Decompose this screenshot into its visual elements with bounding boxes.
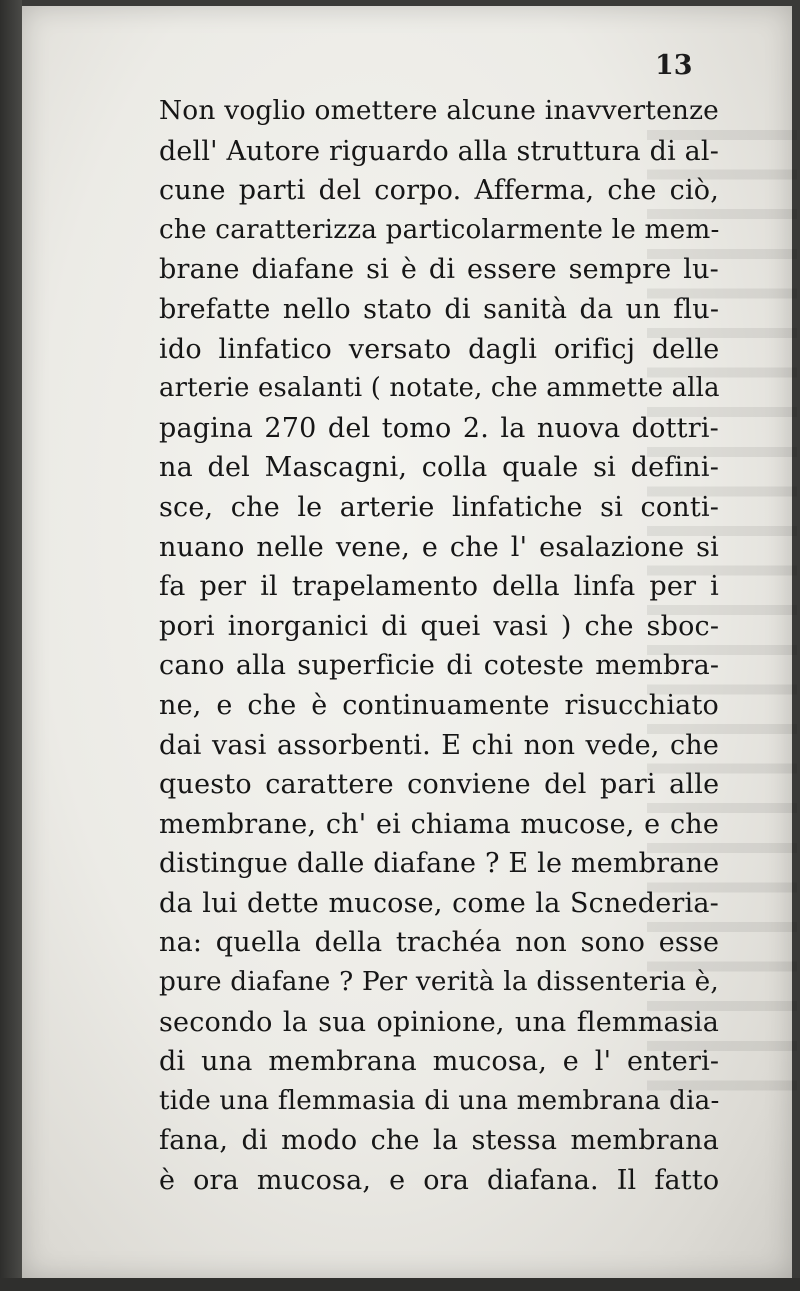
text-line: brane diafane si è di essere sempre lu- bbox=[159, 254, 719, 286]
text-line: na del Mascagni, colla quale si defini- bbox=[159, 452, 720, 484]
text-line: Non voglio omettere alcune inavvertenze bbox=[159, 96, 719, 126]
text-line: è ora mucosa, e ora diafana. Il fatto bbox=[159, 1165, 720, 1197]
text-line: cano alla superficie di coteste membra- bbox=[159, 650, 720, 682]
text-line: brefatte nello stato di sanità da un flu- bbox=[159, 293, 720, 325]
text-line: ne, e che è continuamente risucchiato bbox=[159, 689, 719, 721]
text-line: da lui dette mucose, come la Scnederia- bbox=[159, 887, 719, 919]
text-line: sce, che le arterie linfatiche si conti- bbox=[159, 491, 720, 523]
text-line: distingue dalle diafane ? E le membrane bbox=[159, 848, 720, 880]
text-line: pori inorganici di quei vasi ) che sboc- bbox=[159, 610, 720, 642]
book-page bbox=[22, 6, 792, 1278]
page-edge-bottom bbox=[0, 1278, 800, 1291]
text-line: tide una flemmasia di una membrana dia- bbox=[159, 1085, 720, 1116]
text-line: membrane, ch' ei chiama mucose, e che bbox=[159, 808, 720, 840]
text-line: nuano nelle vene, e che l' esalazione si bbox=[159, 531, 719, 563]
text-line: arterie esalanti ( notate, che ammette alla bbox=[159, 373, 720, 404]
page-number: 13 bbox=[655, 50, 693, 81]
text-line: questo carattere conviene del pari alle bbox=[159, 769, 720, 801]
text-line: dell' Autore riguardo alla struttura di al- bbox=[159, 135, 719, 167]
text-line: ido linfatico versato dagli orificj delle bbox=[159, 333, 720, 365]
text-line: di una membrana mucosa, e l' enteri- bbox=[159, 1046, 720, 1078]
body-text bbox=[159, 92, 719, 1201]
text-line: pure diafane ? Per verità la dissenteria è, bbox=[159, 967, 719, 998]
text-line: cune parti del corpo. Afferma, che ciò, bbox=[159, 175, 720, 207]
text-line: che caratterizza particolarmente le mem- bbox=[159, 214, 720, 245]
text-line: secondo la sua opinione, una flemmasia bbox=[159, 1006, 719, 1038]
text-line: na: quella della trachéa non sono esse bbox=[159, 927, 720, 959]
text-line: fana, di modo che la stessa membrana bbox=[159, 1125, 719, 1157]
text-line: dai vasi assorbenti. E chi non vede, che bbox=[159, 729, 720, 761]
page-edge-left bbox=[0, 0, 22, 1291]
text-line: pagina 270 del tomo 2. la nuova dottri- bbox=[159, 412, 719, 444]
text-line: fa per il trapelamento della linfa per i bbox=[159, 571, 719, 603]
